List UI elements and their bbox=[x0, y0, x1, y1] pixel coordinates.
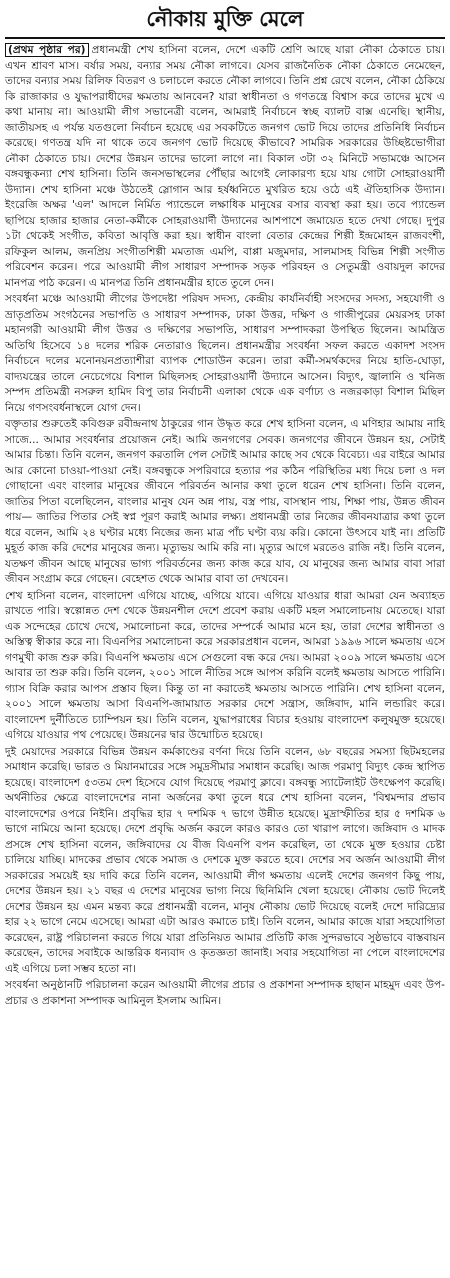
continued-from-front-page-label: (প্রথম পৃষ্ঠার পর) bbox=[5, 43, 89, 57]
article-paragraph-6: সংবর্ধনা অনুষ্ঠানটি পরিচালনা করেন আওয়ামী লীগের প্রচার ও প্রকাশনা সম্পাদক হাছান মাহমুদ এবং উপ-প্রচার ও প্রকাশনা সম্পাদক আমিনুল ইসলাম আমিন। bbox=[5, 979, 445, 1007]
article-paragraph-3: বক্তৃতার শুরুতেই কবিগুরু রবীন্দ্রনাথ ঠাকুরের গান উদ্ধৃত করে শেখ হাসিনা বলেন, এ মণিহার আমায় নাহি সাজে... আমার সংবর্ধনার প্রয়োজন নেই। আমি জনগণের সেবক। জনগণের জীবনে উন্নয়ন হয়, সেটাই আমার চিন্তা। তিনি বলেন, জনগণ করতালি পেল সেটাই আমার কাছে সব থেকে বিবেচ্য। এর বাইরে আমার আর কোনো চাওয়া-পাওয়া নেই। বঙ্গবন্ধুকে সপরিবারে হত্যার পর কঠিন পরিস্থিতির মধ্য দিয়ে চলা ও দল গোছানো এবং বাংলার মানুষের জীবনে পরিবর্তন আনার কথা তুলে ধরেন শেখ হাসিনা। তিনি বলেন, জাতির পিতা বলেছিলেন, বাংলার মানুষ যেন অন্ন পায়, বস্ত্র পায়, বাসস্থান পায়, শিক্ষা পায়, উন্নত জীবন পায়— জাতির পিতার সেই স্বপ্ন পূরণ করাই আমার লক্ষ্য। প্রধানমন্ত্রী তার নিজের জীবনযাত্রার কথা তুলে ধরে বলেন, আমি ২৪ ঘণ্টার মধ্যে নিজের জন্য মাত্র পাঁচ ঘণ্টা ব্যয় করি। কোনো উৎসবে যাই না। প্রতিটি মুহূর্ত কাজ করি দেশের মানুষের জন্য। মৃত্যুভয় আমি করি না। মৃত্যুর আগে মরতেও রাজি নই। তিনি বলেন, যতক্ষণ জীবন আছে মানুষের ভাগ্য পরিবর্তনের জন্য কাজ করে যাব, যে মানুষের জন্য আমার বাবা সারা জীবন সংগ্রাম করে গেছেন। বেহেশত থেকে আমার বাবা তা দেখবেন। bbox=[5, 418, 445, 585]
paragraph-1-text: প্রধানমন্ত্রী শেখ হাসিনা বলেন, দেশে একটি শ্রেণি আছে যারা নৌকা ঠেকাতে চায়। এখন শ্রাবণ মাস। বর্ষার সময়, বন্যার সময় নৌকা লাগবে। যেসব রাজনৈতিক নৌকা ঠেকাতে নেমেছেন, তাদের বন্যার সময় রিলিফ বিতরণ ও চলাচলে করতে নৌকা লাগবে। তিনি প্রশ্ন রেখে বলেন, নৌকা ঠেকিয়ে কি রাজাকার ও যুদ্ধাপরাধীদের ক্ষমতায় আনবেন? যারা স্বাধীনতা ও গণতন্ত্রে বিশ্বাস করে তাদের মুখে এ কথা মানায় না। আওয়ামী লীগ সভানেত্রী বলেন, আমরাই নির্বাচনে স্বচ্ছ ব্যালট বাক্স এনেছি। স্থানীয়, জাতীয়সহ এ পর্যন্ত যতগুলো নির্বাচন হয়েছে এর সবকটিতে জনগণ ভোট দিয়ে তাদের প্রতিনিধি নির্বাচন করেছে। গণতন্ত্র যদি না থাকে তবে জনগণ ভোট দিয়েছে কীভাবে? সামরিক সরকারের উচ্ছিষ্টভোগীরা নৌকা ঠেকাতে চায়। দেশের উন্নয়ন তাদের ভালো লাগে না। বিকাল ৩টা ৩২ মিনিটে সভামঞ্চে আসেন বঙ্গবন্ধুকন্যা শেখ হাসিনা। তিনি জনসভাস্থলের পৌঁছার আগেই লোকারণ্য হয়ে যায় গোটা সোহরাওয়ার্দী উদ্যান। শেখ হাসিনা মঞ্চে উঠতেই স্লোগান আর হর্ষধ্বনিতে মুখরিত হয়ে ওঠে এই ঐতিহাসিক উদ্যান। ইংরেজি অক্ষর 'এল' আদলে নির্মিত প্যান্ডেলে লক্ষাধিক মানুষের বসার ব্যবস্থা করা হয়। তবে প্যান্ডেল ছাপিয়ে হাজার হাজার নেতা-কর্মীকে সোহরাওয়ার্দী উদ্যানের আশপাশে জমায়েত হতে দেখা গেছে। দুপুর ১টা থেকেই সংগীত, কবিতা আবৃত্তি করা হয়। স্বাধীন বাংলা বেতার কেন্দ্রের শিল্পী ইন্দ্রমোহন রাজবংশী, রফিকুল আলম, জনপ্রিয় সংগীতশিল্পী মমতাজ এমপি, বাপ্পা মজুমদার, সালমাসহ বিভিন্ন শিল্পী সংগীত পরিবেশন করেন। পরে আওয়ামী লীগ সাধারণ সম্পাদক সড়ক পরিবহন ও সেতুমন্ত্রী ওবায়দুল কাদের মানপত্র পাঠ করেন। এ মানপত্র তিনি প্রধানমন্ত্রীর হাতে তুলে দেন। bbox=[5, 44, 445, 289]
article-paragraph-5: দুই মেয়াদের সরকারে বিভিন্ন উন্নয়ন কর্মকাণ্ডের বর্ণনা দিয়ে তিনি বলেন, ৬৮ বছরের সমস্যা ছিটমহলের সমাধান করেছি। ভারত ও মিয়ানমারের সঙ্গে সমুদ্রসীমার সমাধান করেছি। আজ পরমাণু বিদ্যুৎ কেন্দ্র স্থাপিত হয়েছে। বাংলাদেশ ৫৩তম দেশ হিসেবে যোগ দিয়েছে পরমাণু ক্লাবে। বঙ্গবন্ধু স্যাটেলাইট উৎক্ষেপণ করেছি। অর্থনীতির ক্ষেত্রে বাংলাদেশের নানা অর্জনের কথা তুলে ধরে শেখ হাসিনা বলেন, 'বিশ্বমন্দার প্রভাব বাংলাদেশের ওপরে নিইনি। প্রবৃদ্ধির হার ৭ দশমিক ৭ ভাগে উন্নীত হয়েছে। মুদ্রাস্ফীতির হার ৫ দশমিক ৬ ভাগে নামিয়ে আনা হয়েছে। দেশে প্রবৃদ্ধি অর্জন করলে কারও কারও তো খারাপ লাগে। জঙ্গিবাদ ও মাদক প্রসঙ্গে শেখ হাসিনা বলেন, জঙ্গিবাদের যে বীজ বিএনপি বপন করেছিল, তা থেকে মুক্ত হওয়ার চেষ্টা চালিয়ে যাচ্ছি। মাদকের প্রভাব থেকে সমাজ ও দেশকে মুক্ত করতে হবে। দেশের সব অর্জন আওয়ামী লীগ সরকারের সময়েই হয় দাবি করে তিনি বলেন, আওয়ামী লীগ ক্ষমতায় এলেই দেশের জনগণ কিছু পায়, দেশের উন্নয়ন হয়। ২১ বছর এ দেশের মানুষের ভাগ্য নিয়ে ছিনিমিনি খেলা হয়েছে। নৌকায় ভোট দিলেই দেশের উন্নয়ন হয় এমন মন্তব্য করে প্রধানমন্ত্রী বলেন, মানুষ নৌকায় ভোট দিয়েছে বলেই দেশে দারিদ্র্যের হার ২২ ভাগে নেমে এসেছে। আমরা এটা আরও কমাতে চাই। তিনি বলেন, আমার কাজে যারা সহযোগিতা করেছেন, রাষ্ট্র পরিচালনা করতে গিয়ে যারা প্রতিনিয়ত আমার প্রতিটি কাজ সুন্দরভাবে সুষ্ঠভাবে বাস্তবায়ন করেছেন, তাদের সবাইকে আন্তরিক ধন্যবাদ ও কৃতজ্ঞতা জানাই। সবার সহযোগিতা না পেলে বাংলাদেশের এই এগিয়ে চলা সম্ভব হতো না। bbox=[5, 745, 445, 975]
headline: নৌকায় মুক্তি মেলে bbox=[5, 2, 445, 39]
article-paragraph-4: শেখ হাসিনা বলেন, বাংলাদেশ এগিয়ে যাচ্ছে, এগিয়ে যাবে। এগিয়ে যাওয়ার ধারা আমরা যেন অব্যাহত রাখতে পারি। স্বল্পোন্নত দেশ থেকে উন্নয়নশীল দেশে প্রবেশ করায় একটি মহল সমালোচনায় মেতেছে। যারা এক সন্দেহের চোখে দেখে, সমালোচনা করে, তাদের সম্পর্কে আমার মনে হয়, তারা দেশের স্বাধীনতা ও অস্তিত্ব স্বীকার করে না। বিএনপির সমালোচনা করে সরকারপ্রধান বলেন, আমরা ১৯৯৬ সালে ক্ষমতায় এসে গণমুখী কাজ শুরু করি। বিএনপি ক্ষমতায় এসে সেগুলো বন্ধ করে দেয়। আমরা ২০০৯ সালে ক্ষমতায় এসে আবার তা শুরু করি। তিনি বলেন, ২০০১ সালে নীতির সঙ্গে আপস করিনি বলেই ক্ষমতায় আসতে পারিনি। গ্যাস বিক্রি করার আপস প্রস্তাব ছিল। কিন্তু তা না করাতেই ক্ষমতায় আসতে পারিনি। শেখ হাসিনা বলেন, ২০০১ সালে ক্ষমতায় আসা বিএনপি-জামায়াত সরকার দেশে সন্ত্রাস, জঙ্গিবাদ, মানি লন্ডারিং করে। বাংলাদেশ দুর্নীতিতে চ্যাম্পিয়ন হয়। তিনি বলেন, যুদ্ধাপরাধের বিচার হওয়ায় বাংলাদেশ কলুষমুক্ত হয়েছে। এগিয়ে যাওয়ার পথ পেয়েছে। উন্নয়নের দ্বার উন্মোচিত হয়েছে। bbox=[5, 589, 445, 741]
article-paragraph-2: সংবর্ধনা মঞ্চে আওয়ামী লীগের উপদেষ্টা পরিষদ সদস্য, কেন্দ্রীয় কার্যনির্বাহী সংসদের সদস্য, সহযোগী ও ভ্রাতৃপ্রতিম সংগঠনের সভাপতি ও সাধারণ সম্পাদক, ঢাকা উত্তর, দক্ষিণ ও গাজীপুরের মেয়রসহ ঢাকা মহানগরী আওয়ামী লীগ উত্তর ও দক্ষিণের সভাপতি, সাধারণ সম্পাদকরা উপস্থিত ছিলেন। আমন্ত্রিত অতিথি হিসেবে ১৪ দলের শরিক নেতারাও ছিলেন। প্রধানমন্ত্রীর সংবর্ধনা সফল করতে একাদশ সংসদ নির্বাচনে দলের মনোনয়নপ্রত্যাশীরা ব্যাপক শোডাউন করেন। তারা কর্মী-সমর্থকদের নিয়ে হাতি-ঘোড়া, বাদ্যযন্ত্রের তালে নেচেগেয়ে বিশাল মিছিলসহ সোহরাওয়ার্দী উদ্যানে আসেন। বিদ্যুৎ, জ্বালানি ও খনিজ সম্পদ প্রতিমন্ত্রী নসরুল হামিদ বিপু তার নির্বাচনী এলাকা থেকে এক বর্ণাঢ্য ও নজরকাড়া বিশাল মিছিল নিয়ে গণসংবর্ধনাস্থলে যোগ দেন। bbox=[5, 293, 445, 414]
article-paragraph-1 bbox=[5, 43, 445, 291]
article-body bbox=[5, 39, 445, 1009]
